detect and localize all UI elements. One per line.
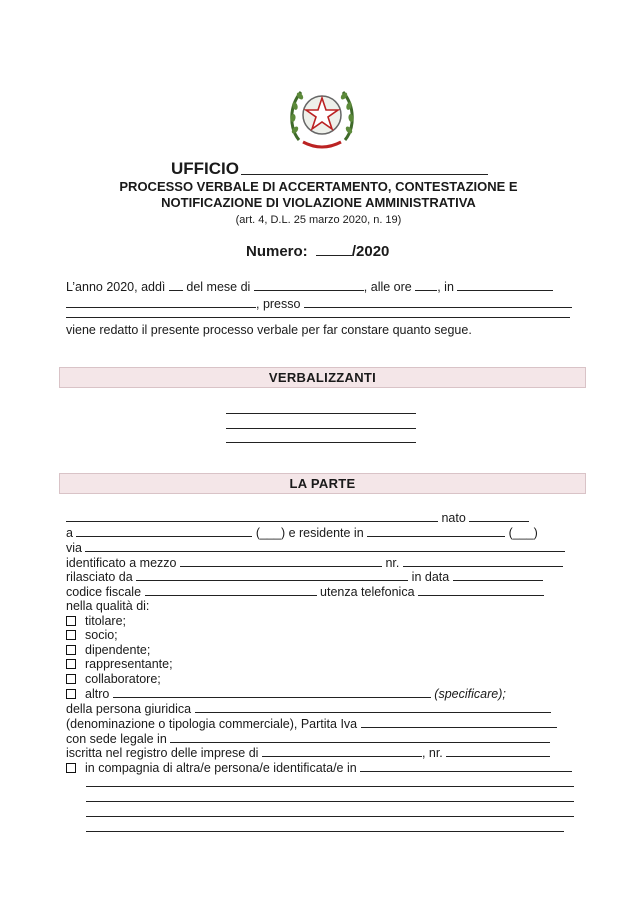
numero-year: /2020 [351,243,390,260]
nr-label: nr. [385,556,400,570]
birthplace-field[interactable] [76,525,252,537]
role-label: titolare; [85,614,126,628]
checkbox[interactable] [66,763,76,773]
province-field[interactable]: (___) [255,526,286,540]
intro-ore: , alle ore [363,280,412,294]
registro-nr-label: , nr. [421,746,443,760]
phone-field[interactable] [418,584,544,596]
in-data-label: in data [411,570,450,584]
ufficio-line[interactable] [241,174,488,175]
parte-row-denominazione [66,716,557,731]
intro-anno: L’anno 2020, addì [66,280,166,294]
notes-line-2[interactable] [86,801,574,802]
role-titolare[interactable] [66,614,126,628]
ufficio-label [171,160,239,178]
codice-fiscale-label: codice fiscale [66,585,142,599]
parte-row-sede [66,731,550,746]
codice-fiscale-field[interactable] [145,584,317,596]
registro-field[interactable] [262,745,422,757]
parte-row-compagnia[interactable] [66,760,572,775]
parte-row-a [66,525,538,540]
role-label: altro [85,687,110,701]
intro-mese: del mese di [186,280,251,294]
altro-field[interactable] [113,686,431,698]
intro-line-2 [66,296,572,311]
legal-reference: (art. 4, D.L. 25 marzo 2020, n. 19) [235,214,402,226]
parte-row-identificato [66,555,563,570]
intro-line-1 [66,279,553,294]
intro-line-4: viene redatto il presente processo verbale per far constare quanto segue. [66,323,472,337]
parte-row-rilasciato [66,569,543,584]
rilasciato-label: rilasciato da [66,570,133,584]
street-field[interactable] [85,540,565,552]
sede-legale-label: con sede legale in [66,732,167,746]
role-label: collaboratore; [85,672,161,686]
hour-field[interactable] [415,279,437,291]
name-field[interactable] [66,510,438,522]
document-title-line1: PROCESSO VERBALE DI ACCERTAMENTO, CONTESTAZIONE E [119,179,518,194]
residence-field[interactable] [367,525,505,537]
issue-date-field[interactable] [453,569,543,581]
month-field[interactable] [254,279,364,291]
registro-label: iscritta nel registro delle imprese di [66,746,259,760]
intro-in: , in [437,280,454,294]
verbalizzante-line-1[interactable] [226,413,416,414]
role-dipendente[interactable] [66,643,150,657]
parte-row-via [66,540,565,555]
utenza-label: utenza telefonica [320,585,415,599]
document-number-field[interactable] [403,555,563,567]
intro-line-3[interactable] [66,317,570,318]
identificato-label: identificato a mezzo [66,556,177,570]
document-type-field[interactable] [180,555,382,567]
numero-field[interactable] [316,244,352,256]
section-verbalizzanti [59,367,586,388]
role-label: rappresentante; [85,657,173,671]
parte-row-nato [66,510,529,525]
via-label: via [66,541,82,555]
notes-line-4[interactable] [86,831,564,832]
registro-number-field[interactable] [446,745,550,757]
place-field[interactable] [457,279,553,291]
checkbox[interactable] [66,616,76,626]
nato-label: nato [441,511,466,525]
verbalizzante-line-2[interactable] [226,428,416,429]
a-label: a [66,526,73,540]
document-title-line2: NOTIFICAZIONE DI VIOLAZIONE AMMINISTRATIVA [161,195,476,210]
legal-entity-field[interactable] [195,701,551,713]
qualita-label: nella qualità di: [66,599,150,613]
role-collaboratore[interactable] [66,672,161,686]
parte-row-registro [66,745,550,760]
numero-label: Numero: [246,243,308,260]
role-label: dipendente; [85,643,151,657]
role-socio[interactable] [66,628,118,642]
partita-iva-field[interactable] [361,716,557,728]
compagnia-label: in compagnia di altra/e persona/e identificata/e in [85,761,357,775]
presso-field[interactable] [304,296,572,308]
section-verbalizzanti-title: VERBALIZZANTI [268,370,377,385]
birth-date-field[interactable] [469,510,529,522]
checkbox[interactable] [66,645,76,655]
notes-line-1[interactable] [86,786,574,787]
parte-row-codice [66,584,544,599]
sede-legale-field[interactable] [170,731,550,743]
persona-giuridica-label: della persona giuridica [66,702,192,716]
checkbox[interactable] [66,689,76,699]
denominazione-label: (denominazione o tipologia commerciale), Partita Iva [66,717,358,731]
role-label: socio; [85,628,118,642]
issuer-field[interactable] [136,569,408,581]
place-continued-field[interactable] [66,296,256,308]
checkbox[interactable] [66,630,76,640]
checkbox[interactable] [66,659,76,669]
ufficio-text: UFFICIO [171,159,239,178]
intro-presso: , presso [256,297,301,311]
day-field[interactable] [169,279,183,291]
verbalizzante-line-3[interactable] [226,442,416,443]
section-la-parte [59,473,586,494]
compagnia-field[interactable] [360,760,572,772]
republic-emblem [287,82,357,156]
checkbox[interactable] [66,674,76,684]
role-altro[interactable] [66,686,506,701]
parte-row-persona-giuridica [66,701,551,716]
section-la-parte-title: LA PARTE [289,476,356,491]
numero-row [246,244,389,260]
residente-label: e residente in [288,526,364,540]
residence-province-field[interactable]: (___) [508,526,538,540]
role-rappresentante[interactable] [66,657,173,671]
notes-line-3[interactable] [86,816,574,817]
specificare-label: (specificare); [434,687,506,701]
